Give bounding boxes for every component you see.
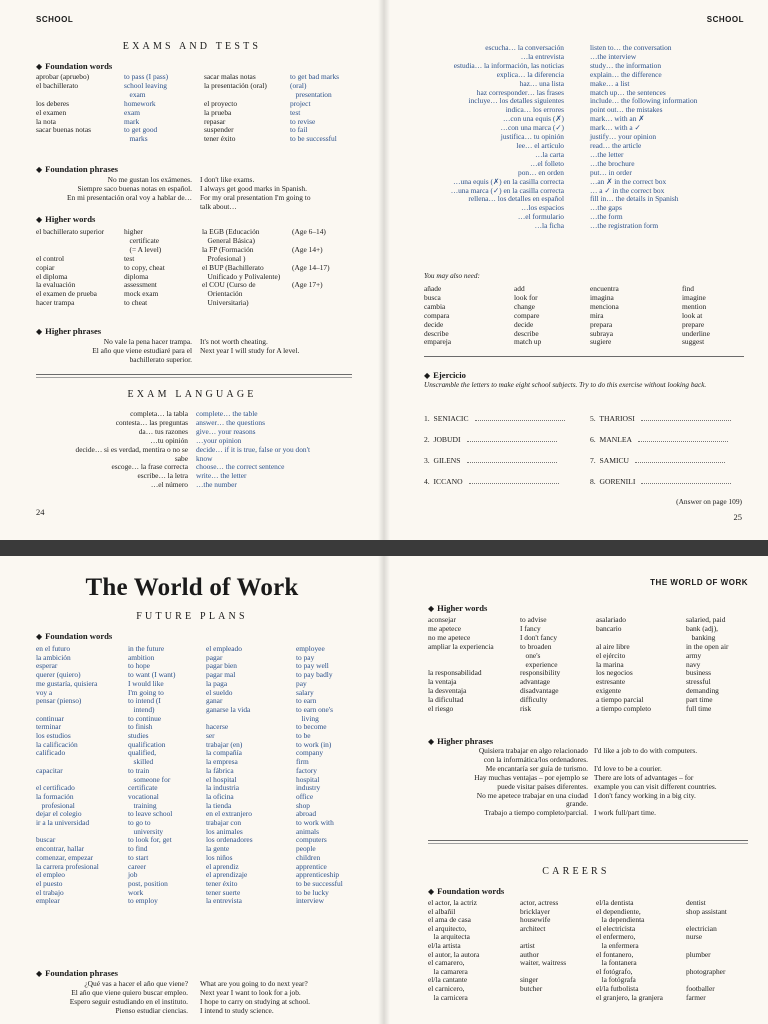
exercise-item[interactable]: 4. ICCANO: [424, 477, 559, 486]
page-number: 25: [733, 512, 742, 522]
cmd-english: listen to… the conversation …the interview study… the information explain… the difference make… a list match up… the sentences include… the following information point out… the mistakes mark… with an ✗ mark… with a ✓ justify… your opinion read… the article …the letter …the brochure put… in order …an ✗ in the correct box … a ✓ in the correct box fill in… the details in Spanish …the gaps …the form …the registration form: [590, 43, 698, 231]
answer-line[interactable]: [467, 456, 557, 463]
hw-school-stages: la EGB (Educación General Básica) la FP (Formación Profesional ) el BUP (Bachillerato Unificado y Polivalente) el COU (Curso de Orientación Universitaria): [202, 227, 281, 308]
exercise-item[interactable]: 1. SENIACIC: [424, 414, 565, 423]
diamond-bullet-icon: ◆: [36, 969, 43, 978]
fp-english: What are you going to do next year? Next year I want to look for a job. I hope to carry on studying at school. I intend to study science.: [200, 979, 311, 1015]
fw-spanish-col-b: sacar malas notas la presentación (oral) el proyecto la prueba repasar suspender tener éxito: [204, 72, 267, 144]
diamond-bullet-icon: ◆: [428, 604, 435, 613]
fp-spanish: No me gustan los exámenes. Siempre saco buenas notas en español. En mi presentación oral voy a hablar de…: [67, 175, 192, 202]
answer-line[interactable]: [638, 435, 728, 442]
heading-foundation-words: ◆ Foundation words: [36, 631, 113, 641]
chapter-title: The World of Work: [85, 574, 299, 601]
divider: [428, 840, 748, 841]
fp-spanish: ¿Qué vas a hacer el año que viene? El año que viene quiero buscar empleo. Espero seguir estudiando en el instituto. Pienso estudiar ciencias.: [69, 979, 188, 1015]
hp-spanish: No vale la pena hacer trampa. El año que viene estudiaré para el bachillerato superior.: [92, 337, 192, 364]
divider: [36, 377, 352, 378]
bottom-spread: [0, 556, 768, 1024]
exercise-item[interactable]: 2. JOBUDI: [424, 435, 557, 444]
el-english: complete… the table answer… the questions give… your reasons …your opinion decide… if it is true, false or you don't know choose… the correct sentence write… the letter …the number: [196, 409, 311, 490]
section-title-exams-and-tests: EXAMS AND TESTS: [122, 41, 262, 52]
answer-line[interactable]: [469, 477, 559, 484]
heading-foundation-phrases: ◆ Foundation phrases: [36, 164, 118, 174]
heading-higher-words: ◆ Higher words: [36, 214, 96, 224]
answer-line[interactable]: [641, 477, 731, 484]
careers-english-col-b: dentist shop assistant electrician nurse plumber photographer footballer farmer: [686, 898, 727, 1002]
heading-higher-phrases: ◆ Higher phrases: [428, 736, 494, 746]
fw-spanish-col-b: el empleado pagar pagar bien pagar mal la paga el sueldo ganar ganarse la vida hacerse ser trabajar (en) la compañía la empresa la fábrica el hospital la industria la oficina la tienda en el extranjero trabajar con los animales los ordenadores la gente los niños el aprendiz el aprendizaje tener éxito tener suerte la entrevista: [206, 644, 253, 906]
careers-english-col-a: actor, actress bricklayer housewife architect artist author waiter, waitress singer butcher: [520, 898, 567, 993]
heading-higher-words: ◆ Higher words: [428, 603, 488, 613]
fw-spanish-col-a: en el futuro la ambición esperar querer (quiero) me gustaría, quisiera voy a pensar (pienso) continuar terminar los estudios la calificación calificado capacitar el certificado la formación profesional dejar el colegio ir a la universidad buscar encontrar, hallar comenzar, empezar la carrera profesional el empleo el puesto el trabajo emplear: [36, 644, 99, 906]
answer-line[interactable]: [635, 456, 725, 463]
diamond-bullet-icon: ◆: [36, 632, 43, 641]
heading-foundation-phrases: ◆ Foundation phrases: [36, 968, 118, 978]
heading-foundation-words: ◆ Foundation words: [36, 61, 113, 71]
diamond-bullet-icon: ◆: [428, 737, 435, 746]
fw-english-col-a: to pass (I pass) school leaving exam homework exam mark to get good marks: [124, 72, 169, 144]
page-number: 24: [36, 507, 45, 517]
divider: [428, 843, 748, 844]
section-title-exam-language: EXAM LANGUAGE: [127, 389, 257, 400]
an-spanish-2: encuentra imagina menciona mira prepara subraya sugiere: [590, 284, 619, 347]
diamond-bullet-icon: ◆: [36, 327, 43, 336]
hp-spanish: Quisiera trabajar en algo relacionado con la informática/los ordenadores. Me encantaría ser guía de turismo. Hay muchas ventajas – por ejemplo se puede visitar países diferentes. No me apetece trabajar en una ciudad grande. Trabajo a tiempo completo/parcial.: [474, 746, 588, 818]
divider: [36, 374, 352, 375]
running-head: SCHOOL: [36, 15, 74, 24]
hw-english-col-a: higher certificate (= A level) test to copy, cheat diploma assessment mock exam to cheat: [124, 227, 165, 308]
fw-english-col-b: to get bad marks (oral) presentation project test to revise to fail to be successful: [290, 72, 340, 144]
heading-higher-phrases: ◆ Higher phrases: [36, 326, 102, 336]
careers-spanish-col-a: el actor, la actriz el albañil el ama de casa el arquitecto, la arquitecta el/la artista el autor, la autora el camarero, la camarera el/la cantante el carnicero, la carnicera: [428, 898, 480, 1002]
heading-foundation-words: ◆ Foundation words: [428, 886, 505, 896]
diamond-bullet-icon: ◆: [428, 887, 435, 896]
exercise-item[interactable]: 3. GILENS: [424, 456, 557, 465]
diamond-bullet-icon: ◆: [36, 62, 43, 71]
exercise-item[interactable]: 8. GORENILI: [590, 477, 731, 486]
diamond-bullet-icon: ◆: [36, 165, 43, 174]
answer-line[interactable]: [467, 435, 557, 442]
cmd-spanish: escucha… la conversación …la entrevista estudia… la información, las noticias explica… la diferencia haz… una lista haz corresponder… las frases incluye… los detalles siguientes indica… los errores …con una equis (✗) …con una marca (✓) justifica… tu opinión lee… el artículo …la carta …el folleto pon… en orden …una equis (✗) en la casilla correcta …una marca (✓) en la casilla correcta rellena… los detalles en español …los espacios …el formulario …la ficha: [450, 43, 564, 231]
section-title-careers: CAREERS: [542, 866, 610, 877]
exercise-instructions: Unscramble the letters to make eight school subjects. Try to do this exercise without looking back.: [424, 381, 707, 389]
hp-english: I'd like a job to do with computers. I'd love to be a courier. There are lots of advantages – for example you can visit different countries. I don't fancy working in a big city. I work full/part time.: [594, 746, 717, 818]
divider: [424, 356, 744, 357]
answer-line[interactable]: [641, 414, 731, 421]
hw-age-ranges: (Age 6–14) (Age 14+) (Age 14–17) (Age 17+): [292, 227, 330, 290]
answer-note: (Answer on page 109): [676, 497, 742, 506]
heading-ejercicio: ◆ Ejercicio: [424, 370, 466, 380]
running-head: THE WORLD OF WORK: [650, 578, 748, 587]
careers-spanish-col-b: el/la dentista el dependiente, la dependienta el electricista el enfermero, la enfermera el fontanero, la fontanera el fotógrafo, la fotógrafa el/la futbolista el granjero, la granjera: [596, 898, 663, 1002]
fp-english: I don't like exams. I always get good marks in Spanish. For my oral presentation I'm going to talk about…: [200, 175, 311, 211]
answer-line[interactable]: [475, 414, 565, 421]
an-english-2: find imagine mention look at prepare underline suggest: [682, 284, 710, 347]
hw-english-col-a: to advise I fancy I don't fancy to broaden one's experience responsibility advantage disadvantage difficulty risk: [520, 615, 561, 714]
exercise-item[interactable]: 5. THARIOSI: [590, 414, 731, 423]
hw-spanish-col-b: asalariado bancario al aire libre el ejército la marina los negocios estresante exigente a tiempo parcial a tiempo completo: [596, 615, 652, 714]
exercise-item[interactable]: 6. MANLEA: [590, 435, 728, 444]
section-title-future-plans: FUTURE PLANS: [136, 611, 248, 622]
an-english-1: add look for change compare decide describe match up: [514, 284, 542, 347]
el-spanish: completa… la tabla contesta… las preguntas da… tus razones …tu opinión decide… si es verdad, mentira o no se sabe escoge… la frase correcta escribe… la letra …el número: [75, 409, 188, 490]
hp-english: It's not worth cheating. Next year I will study for A level.: [200, 337, 300, 355]
fw-spanish-col-a: aprobar (apruebo) el bachillerato los deberes el examen la nota sacar buenas notas: [36, 72, 91, 135]
page-26: [0, 556, 384, 1024]
fw-english-col-b: employee to pay to pay well to pay badly pay salary to earn to earn one's living to become to be to work (in) company firm factory hospital industry office shop abroad to work with animals computers people children apprentice apprenticeship to be successful to be lucky interview: [296, 644, 343, 906]
hw-spanish-col-a: aconsejar me apetece no me apetece ampliar la experiencia la responsabilidad la ventaja la desventaja la dificultad el riesgo: [428, 615, 494, 714]
page-25: [384, 0, 768, 540]
fw-english-col-a: in the future ambition to hope to want (I want) I would like I'm going to to intend (I intend) to continue to finish studies qualification qualified, skilled to train someone for certificate vocational training to leave school to go to university to look for, get to find to start career job post, position work to employ: [128, 644, 176, 906]
you-may-also-need: You may also need:: [424, 272, 480, 280]
page-24: [0, 0, 384, 540]
running-head: SCHOOL: [706, 15, 744, 24]
hw-english-col-b: salaried, paid bank (adj), banking in the open air army navy business stressful demanding part time full time: [686, 615, 729, 714]
diamond-bullet-icon: ◆: [36, 215, 43, 224]
page-27: [384, 556, 768, 1024]
an-spanish-1: añade busca cambia compara decide describe empareja: [424, 284, 452, 347]
diamond-bullet-icon: ◆: [424, 371, 431, 380]
exercise-item[interactable]: 7. SAMICU: [590, 456, 725, 465]
hw-spanish-col-a: el bachillerato superior el control copiar el diploma la evaluación el examen de prueba hacer trampa: [36, 227, 105, 308]
